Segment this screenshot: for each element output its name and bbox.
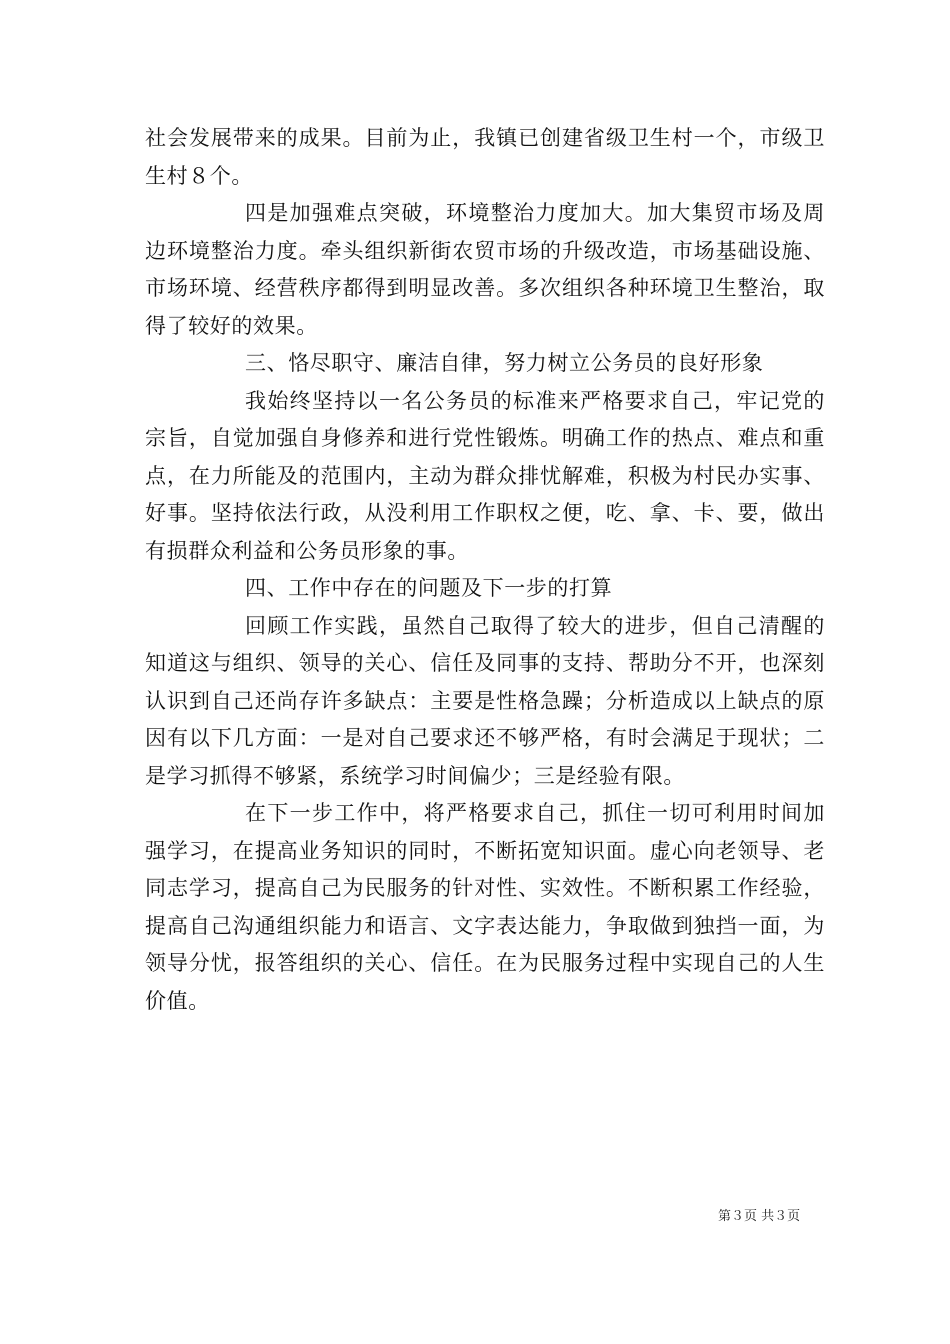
section-heading-three: 三、恪尽职守、廉洁自律，努力树立公务员的良好形象 bbox=[245, 351, 764, 375]
paragraph-continuation: 社会发展带来的成果。目前为止，我镇已创建省级卫生村一个，市级卫生村８个。 bbox=[145, 126, 825, 188]
paragraph-problems: 回顾工作实践，虽然自己取得了较大的进步，但自己清醒的知道这与组织、领导的关心、信任及同事的支持、帮助分不开，也深刻认识到自己还尚存许多缺点：主要是性格急躁；分析造成以上缺点的原因有以下几方面：一是对自己要求还不够严格，有时会满足于现状；二是学习抓得不够紧，系统学习时间偏少；三是经验有限。 bbox=[145, 613, 825, 788]
document-body bbox=[145, 120, 825, 1020]
paragraph-next-steps: 在下一步工作中，将严格要求自己，抓住一切可利用时间加强学习，在提高业务知识的同时，不断拓宽知识面。虚心向老领导、老同志学习，提高自己为民服务的针对性、实效性。不断积累工作经验，提高自己沟通组织能力和语言、文字表达能力，争取做到独挡一面，为领导分忧，报答组织的关心、信任。在为民服务过程中实现自己的人生价值。 bbox=[145, 801, 825, 1013]
paragraph-integrity: 我始终坚持以一名公务员的标准来严格要求自己，牢记党的宗旨，自觉加强自身修养和进行党性锻炼。明确工作的热点、难点和重点，在力所能及的范围内，主动为群众排忧解难，积极为村民办实事、好事。坚持依法行政，从没利用工作职权之便，吃、拿、卡、要，做出有损群众利益和公务员形象的事。 bbox=[145, 388, 825, 563]
section-heading-four: 四、工作中存在的问题及下一步的打算 bbox=[245, 576, 613, 600]
paragraph-point-four: 四是加强难点突破，环境整治力度加大。加大集贸市场及周边环境整治力度。牵头组织新街农贸市场的升级改造，市场基础设施、市场环境、经营秩序都得到明显改善。多次组织各种环境卫生整治，取得了较好的效果。 bbox=[145, 201, 825, 338]
page-number: 第３页 共３页 bbox=[718, 1209, 801, 1224]
